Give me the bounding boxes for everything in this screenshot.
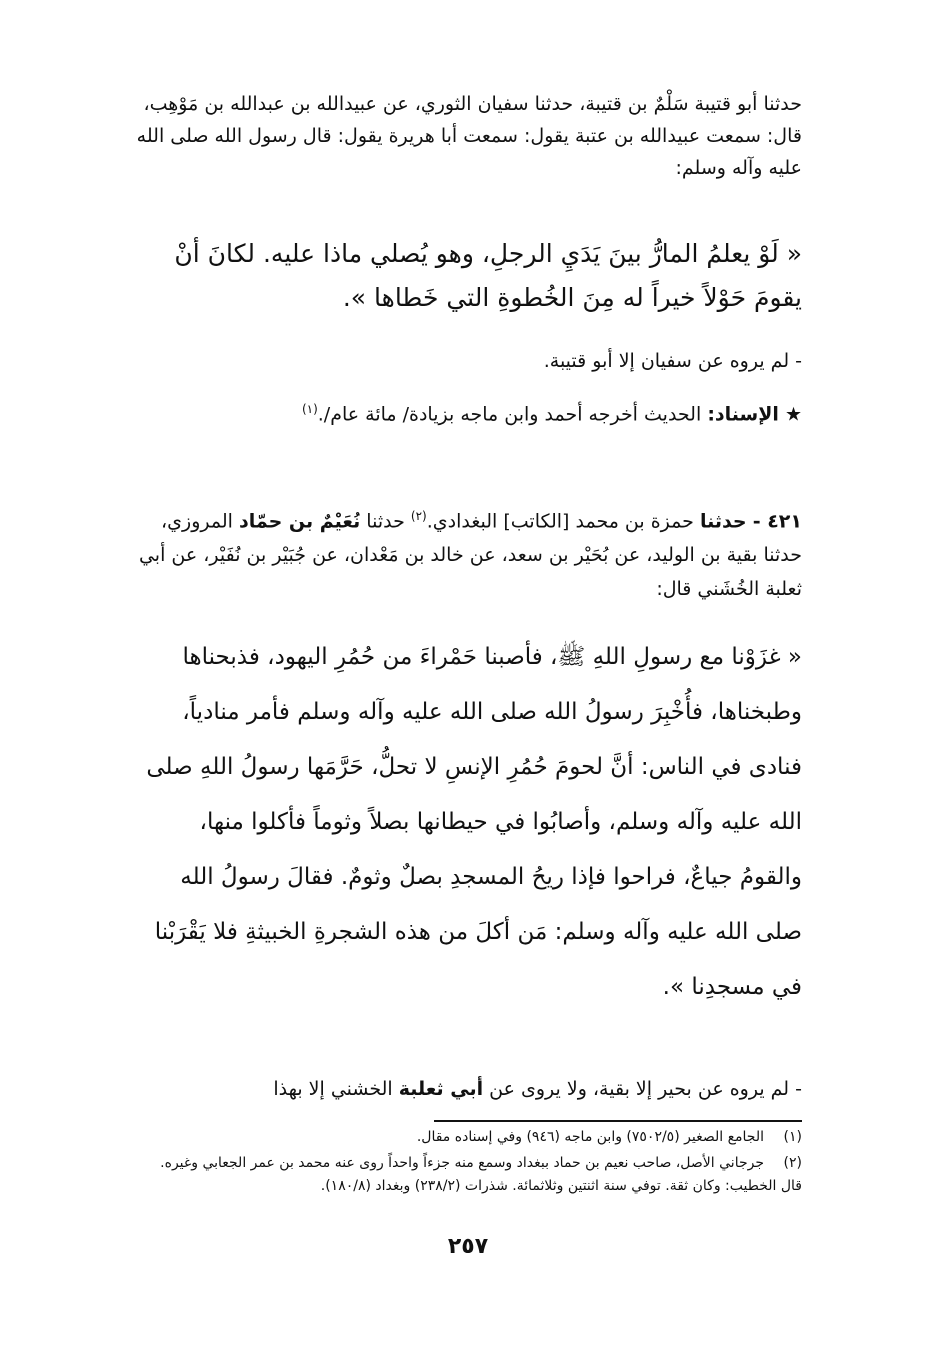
hadith-421-chain: حدثنا: [366, 510, 405, 533]
hadith-421-text: « غزَوْنا مع رسولِ اللهِ ﷺ، فأصبنا حَمْراءَ من حُمُرِ اليهود، فذبحناها وطبخناها، فأُخْبِرَ رسولُ الله صلى الله عليه وآله وسلم فأمر منادياً، فنادى في الناس: أنَّ لحومَ حُمُرِ الإنسِ لا تحلُّ، حَرَّمَها رسولُ اللهِ صلى الله عليه وآله وسلم، وأصابُوا في حيطانها بصلاً وثوماً فأكلوا منها، والقومُ جياعٌ، فراحوا فإذا ريحُ المسجدِ بصلٌ وثومٌ. فقالَ رسولُ الله صلى الله عليه وآله وسلم: مَن أكلَ من هذه الشجرةِ الخبيثةِ فلا يَقْرَبْنا في مسجدِنا ».: [146, 644, 802, 1000]
footnote-1: [132, 1126, 802, 1149]
note-name-bold: أبي ثعلبة: [398, 1078, 484, 1100]
isnad-label: الإسناد:: [707, 403, 779, 426]
footnote-text: جرجاني الأصل، صاحب نعيم بن حماد ببغداد وسمع منه جزءاً واحداً روى عنه محمد بن عمر الجعابي وغيره.: [160, 1155, 764, 1171]
page-number: ٢٥٧: [447, 1234, 489, 1259]
hadith-421-narrator: حمزة بن محمد [الكاتب] البغدادي.: [426, 510, 694, 533]
hadith-421-opening: حدثنا: [699, 510, 747, 533]
isnad-420: [132, 392, 802, 431]
footnote-text: الجامع الصغير (٧٥٠٢/٥) وابن ماجه (٩٤٦) وفي إسناده مقال.: [416, 1129, 764, 1145]
note-part-a: - لم يروه عن بحير إلا بقية، ولا يروى عن: [489, 1078, 802, 1100]
footnote-ref-1[interactable]: (١): [301, 402, 318, 416]
hadith-number: ٤٢١ -: [752, 510, 802, 533]
star-icon: ★: [784, 403, 802, 426]
footnote-ref-2[interactable]: (٢): [410, 509, 427, 523]
footnote-number: (٢): [783, 1155, 802, 1171]
footnote-2: [132, 1152, 802, 1198]
footnote-divider: [434, 1120, 802, 1122]
narrator-name-bold: نُعَيْمٌ بن حمّاد: [238, 510, 361, 533]
hadith-421-note: [132, 1072, 802, 1106]
isnad-text: الحديث أخرجه أحمد وابن ماجه بزيادة/ مائة عام/.: [317, 403, 702, 426]
footnote-number: (١): [783, 1129, 802, 1145]
hadith-420-note: - لم يروه عن سفيان إلا أبو قتيبة.: [543, 350, 802, 372]
hadith-420-isnad: حدثنا أبو قتيبة سَلْمٌ بن قتيبة، حدثنا سفيان الثوري، عن عبيدالله بن عبدالله بن مَوْهِب، قال: سمعت عبيدالله بن عتبة يقول: سمعت أبا هريرة يقول: قال رسول الله صلى الله عليه وآله وسلم:: [136, 93, 802, 179]
hadith-421-chain-rest: المروزي، حدثنا بقية بن الوليد، عن بُحَيْر بن سعد، عن خالد بن مَعْدان، عن جُبَيْر بن نُفَيْر، عن أبي ثعلبة الخُشَني قال:: [138, 510, 802, 601]
footnote-text-cont: قال الخطيب: وكان ثقة. توفي سنة اثنتين وثلاثمائة. شذرات (٢٣٨/٢) وبغداد (١٨٠/٨).: [320, 1178, 802, 1194]
hadith-421-isnad: [132, 499, 802, 606]
note-part-b: الخشني إلا بهذا: [273, 1078, 393, 1100]
hadith-420-text: « لَوْ يعلمُ المارُّ بينَ يَدَيِ الرجلِ، وهو يُصلي ماذا عليه. لكانَ أنْ يقومَ حَوْلاً خيراً له مِنَ الخُطوةِ التي خَطاها ».: [174, 239, 802, 312]
